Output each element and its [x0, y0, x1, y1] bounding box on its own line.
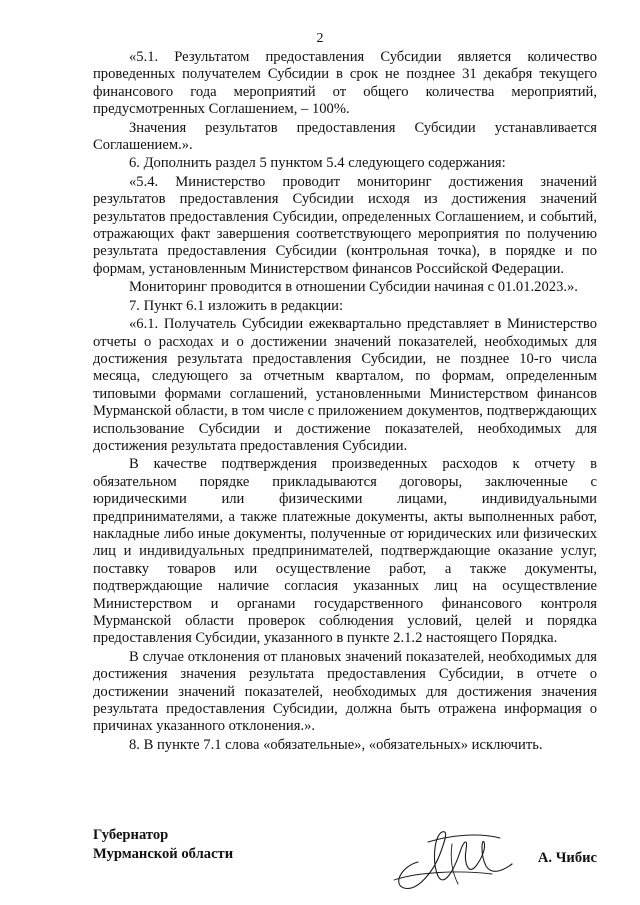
- document-body: [93, 49, 597, 754]
- paragraph-item-7: 7. Пункт 6.1 изложить в редакции:: [129, 297, 344, 314]
- paragraph-6-1: «6.1. Получатель Субсидии ежеквартально представляет в Министерство отчеты о расходах и о достижении значений показателей, необходимых для достижения результата предоставления Субсидии, не позднее 10-го числа месяца, следующего за отчетным кварталом, по формам, определенным типовыми формами соглашений, установленными Министерством финансов Мурманской области, в том числе с приложением документов, подтверждающих использование Субсидии и достижение показателей, необходимых для достижения результата предоставления Субсидии.: [93, 316, 597, 454]
- signatory-name: А. Чибис: [537, 850, 597, 866]
- page-number: 2: [316, 31, 324, 46]
- signatory-title: [93, 826, 233, 864]
- signatory-title-line2: Мурманской области: [93, 846, 234, 862]
- paragraph-5-1-values: Значения результатов предоставления Субсидии устанавливается Соглашением.».: [93, 119, 597, 154]
- paragraph-6-1-deviation: В случае отклонения от плановых значений показателей, необходимых для достижения значения результата предоставления Субсидии, в отчете о достижении значений показателей, необходимых для достижения значения результата предоставления Субсидии, должна быть отражена информация о причинах указанного отклонения.».: [93, 648, 597, 735]
- paragraph-5-1: «5.1. Результатом предоставления Субсидии является количество проведенных получателем Субсидии в срок не позднее 31 декабря текущего финансового года мероприятий от общего количества мероприятий, предусмотренных Соглашением, – 100%.: [93, 49, 597, 118]
- paragraph-6-1-confirmation: В качестве подтверждения произведенных расходов к отчету в обязательном порядке прикладываются договоры, заключенные с юридическими или физическими лицами, индивидуальными предпринимателями, а также платежные документы, акты выполненных работ, накладные либо иные документы, полученные от юридических или физических лиц и индивидуальных предпринимателей, подтверждающие оказание услуг, поставку товаров или осуществление работ, а также документы, подтверждающие наличие согласия указанных лиц на осуществление Министерством и органами государственного финансового контроля Мурманской области проверок соблюдения условий, целей и порядка предоставления Субсидии, указанного в пункте 2.1.2 настоящего Порядка.: [93, 456, 597, 647]
- signatory-title-line1: Губернатор: [93, 827, 169, 843]
- paragraph-item-6: 6. Дополнить раздел 5 пунктом 5.4 следующего содержания:: [129, 155, 506, 172]
- handwritten-signature: [388, 814, 518, 894]
- paragraph-item-8: 8. В пункте 7.1 слова «обязательные», «обязательных» исключить.: [129, 736, 543, 753]
- signature-block: [93, 826, 597, 896]
- paragraph-5-4: «5.4. Министерство проводит мониторинг достижения значений результатов предоставления Субсидии исходя из достижения значений результатов предоставления Субсидии, определенных Соглашением, и событий, отражающих факт завершения соответствующего мероприятия по получению результата предоставления Субсидии (контрольная точка), в порядке и по формам, установленным Министерством финансов Российской Федерации.: [93, 173, 597, 277]
- paragraph-5-4-monitoring: Мониторинг проводится в отношении Субсидии начиная с 01.01.2023.».: [129, 279, 578, 296]
